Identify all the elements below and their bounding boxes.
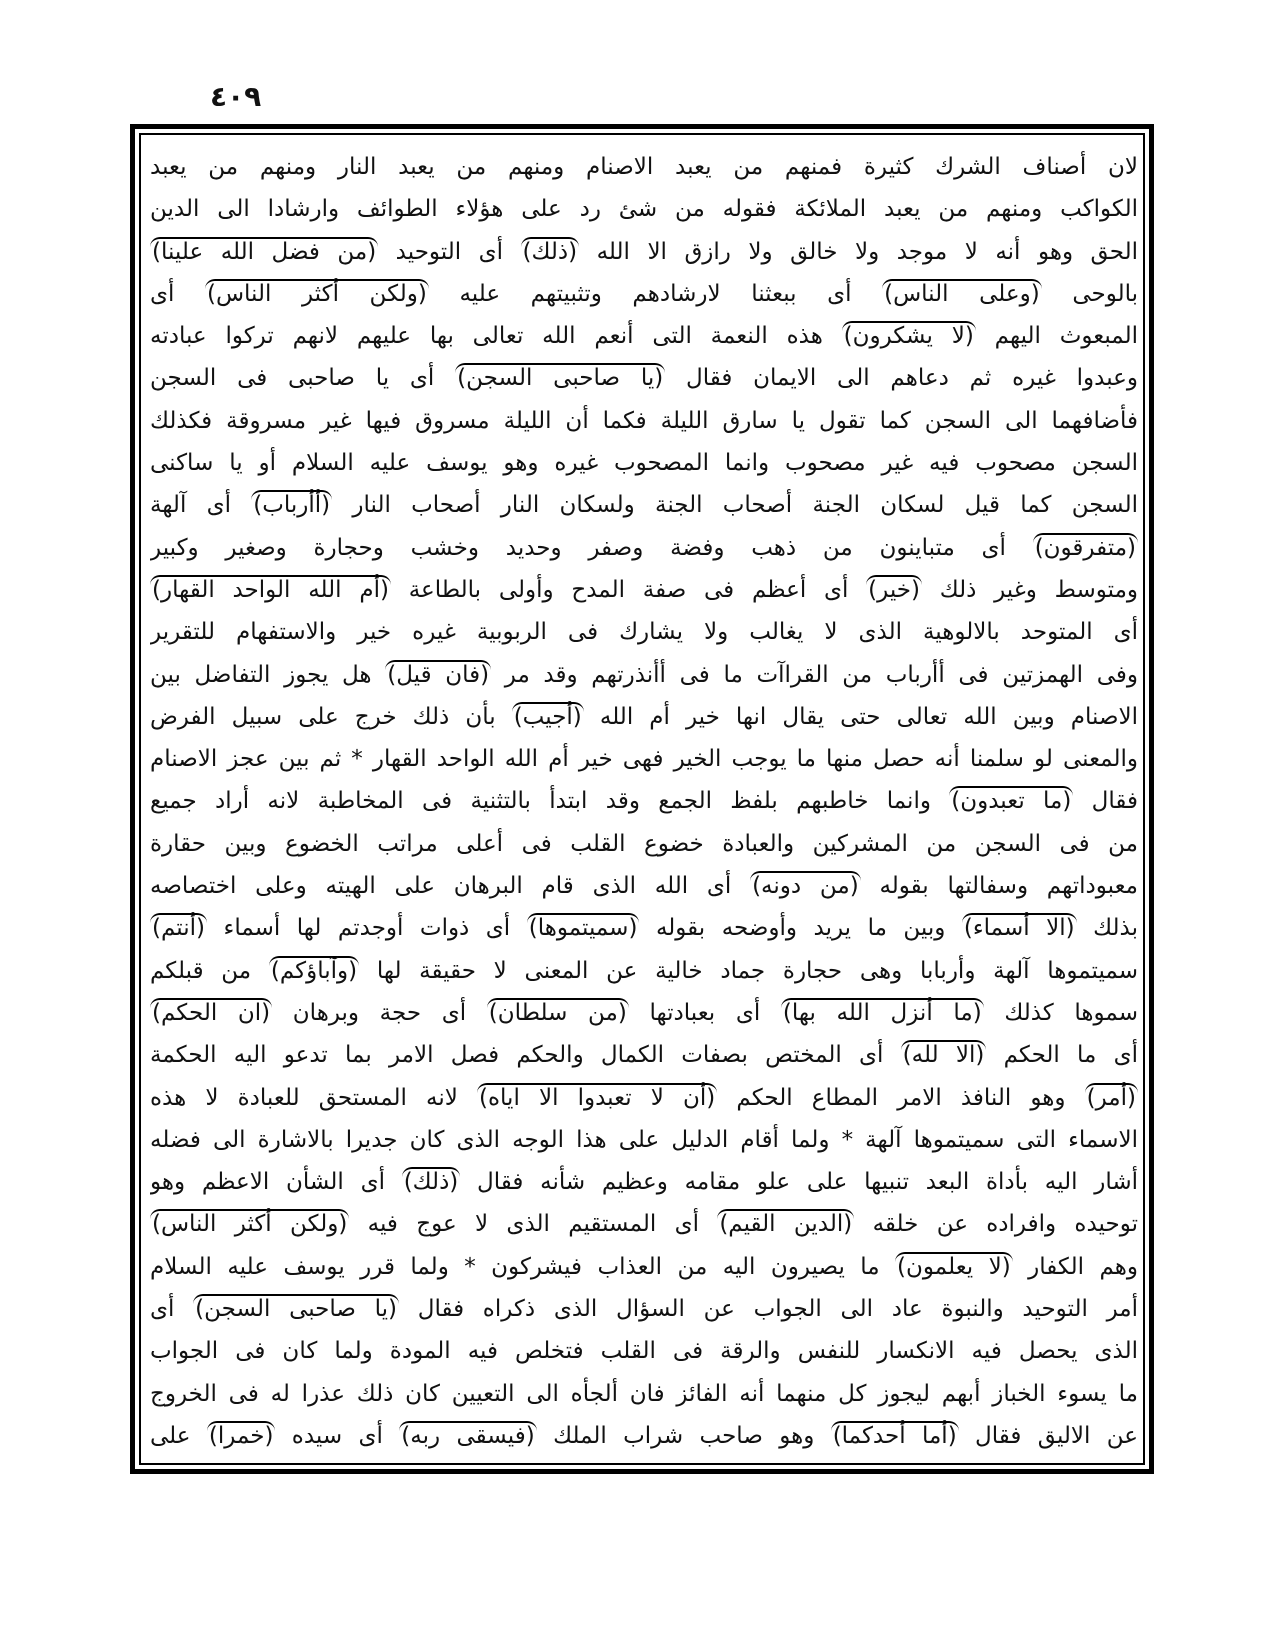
text-line [150,611,1138,653]
marked-phrase: (يا صاحبى السجن) [457,365,664,392]
text-line [150,1415,1138,1457]
text-segment: سميتموها آلهة وأربابا وهى حجارة جماد خالية عن المعنى لا حقيقة لها [359,957,1138,984]
text-line [150,1288,1138,1330]
text-segment: لانه المستحق للعبادة لا هذه [150,1084,478,1111]
text-line [150,1077,1138,1119]
marked-phrase: (أن لا تعبدوا الا اياه) [479,1084,716,1111]
marked-phrase: (أمر) [1086,1084,1136,1111]
marked-phrase: (متفرقون) [1034,534,1136,561]
text-line [150,1330,1138,1372]
marked-phrase: (يا صاحبى السجن) [195,1296,398,1323]
text-segment: أى ببعثنا لارشادهم وتثبيتهم عليه [428,280,883,307]
marked-phrase: (الدين القيم) [719,1211,853,1238]
text-segment: أى التوحيد [378,238,521,265]
text-segment: المبعوث اليهم [975,323,1138,350]
text-segment: وانما خاطبهم بلفظ الجمع وقد ابتدأ بالتثنية فى المخاطبة لانه أراد جميع [150,788,950,815]
marked-phrase: (من دونه) [752,873,859,900]
text-line [150,907,1138,949]
text-segment: أى أعظم فى صفة المدح وأولى بالطاعة [390,576,867,603]
text-segment: فأضافهما الى السجن كما تقول يا سارق الليلة فكما أن الليلة مسروق فيها غير مسروقة فكذلك [150,407,1138,434]
text-segment: أى حجة وبرهان [272,999,487,1026]
page-number: ٤٠٩ [210,80,262,113]
text-line [150,273,1138,315]
text-line [150,1119,1138,1161]
text-segment: الاسماء التى سميتموها آلهة * ولما أقام الدليل على هذا الوجه الذى كان جديرا بالاشارة الى فضله [150,1126,1138,1153]
marked-phrase: (فان قيل) [387,661,490,688]
text-line [150,231,1138,273]
text-segment: أى ما الحكم [986,1042,1138,1069]
text-segment: أى [150,280,205,307]
marked-phrase: (خير) [868,576,920,603]
text-line [150,950,1138,992]
text-segment: السجن كما قيل لسكان الجنة أصحاب الجنة ولسكان النار أصحاب النار [332,492,1138,519]
text-segment: أى المختص بصفات الكمال والحكم فصل الامر بما تدعو اليه الحكمة [150,1042,901,1069]
text-line [150,146,1138,188]
marked-phrase: (ان الحكم) [152,999,271,1026]
text-segment: الحق وهو أنه لا موجد ولا خالق ولا رازق الا الله [579,238,1138,265]
marked-phrase: (ذلك) [522,238,578,265]
marked-phrase: (خمرا) [208,1422,274,1449]
text-segment: وفى الهمزتين فى أأرباب من القراآت ما فى أأنذرتهم وقد مر [491,661,1138,688]
text-segment: وهو صاحب شراب الملك [536,1422,831,1449]
marked-phrase: (الا أسماء) [963,915,1075,942]
text-segment: أشار اليه بأداة البعد تنبيها على علو مقامه وعظيم شأنه فقال [460,1169,1138,1196]
marked-phrase: (لا يعلمون) [897,1253,1011,1280]
text-line [150,527,1138,569]
marked-phrase: (ما أنزل الله بها) [782,999,982,1026]
text-segment: أى [150,1296,194,1323]
marked-phrase: (ولكن أكثر الناس) [152,1211,348,1238]
text-segment: هذه النعمة التى أنعم الله تعالى بها عليهم لانهم تركوا عبادته [150,323,842,350]
text-segment: أى الله الذى قام البرهان على الهيته وعلى اختصاصه [150,873,751,900]
text-segment: هل يجوز التفاضل بين [150,661,386,688]
text-segment: بذلك [1076,915,1138,942]
marked-phrase: (أنتم) [152,915,205,942]
text-segment: أى يا صاحبى فى السجن [150,365,456,392]
text-line [150,1203,1138,1245]
text-segment: الاصنام وبين الله تعالى حتى يقال انها خير أم الله [583,703,1138,730]
text-line [150,1246,1138,1288]
text-segment: الكواكب ومنهم من يعبد الملائكة فقوله من شئ رد على هؤلاء الطوائف وارشادا الى الدين [150,196,1138,223]
text-line [150,738,1138,780]
text-segment: فقال [1073,788,1138,815]
text-segment: وعبدوا غيره ثم دعاهم الى الايمان فقال [665,365,1138,392]
marked-phrase: (فيسقى ربه) [401,1422,535,1449]
text-line [150,1373,1138,1415]
text-segment: الذى يحصل فيه الانكسار للنفس والرقة فى القلب فتخلص فيه المودة ولما كان فى الجواب [150,1338,1138,1365]
marked-phrase: (الا لله) [902,1042,985,1069]
text-line [150,865,1138,907]
text-segment: وهو النافذ الامر المطاع الحكم [717,1084,1085,1111]
text-line [150,992,1138,1034]
text-segment: أمر التوحيد والنبوة عاد الى الجواب عن السؤال الذى ذكراه فقال [399,1296,1138,1323]
text-segment: أى متباينون من ذهب وفضة وصفر وحديد وخشب وحجارة وصغير وكبير [150,534,1033,561]
text-segment: معبوداتهم وسفالتها بقوله [860,873,1138,900]
marked-phrase: (سميتموها) [528,915,638,942]
marked-phrase: (ولكن أكثر الناس) [207,280,427,307]
marked-phrase: (وعلى الناس) [884,280,1040,307]
text-segment: أى المتوحد بالالوهية الذى لا يغالب ولا يشارك فى الربوبية غيره خير والاستفهام للتقرير [150,619,1138,646]
text-segment: ما يصيرون اليه من العذاب فيشركون * ولما قرر يوسف عليه السلام [150,1253,896,1280]
text-segment: بالوحى [1041,280,1138,307]
text-segment: السجن مصحوب فيه غير مصحوب وانما المصحوب غيره وهو يوسف عليه السلام أو يا ساكنى [150,450,1138,477]
text-segment: من فى السجن من المشركين والعبادة خضوع القلب فى أعلى مراتب الخضوع وبين حقارة [150,830,1138,857]
text-segment: ما يسوء الخباز أبهم ليجوز كل منهما أنه الفائز فان ألجأه الى التعيين كان ذلك عذرا له فى الخروج [150,1380,1138,1407]
marked-phrase: (أجيب) [513,703,582,730]
text-line [150,823,1138,865]
text-segment: عن الاليق فقال [958,1422,1138,1449]
text-segment: توحيده وافراده عن خلقه [854,1211,1138,1238]
text-segment: أى ذوات أوجدتم لها أسماء [207,915,527,942]
text-line [150,780,1138,822]
text-line [150,188,1138,230]
text-segment: أى بعبادتها [628,999,781,1026]
marked-phrase: (أأرباب) [253,492,331,519]
text-line [150,484,1138,526]
text-line [150,696,1138,738]
marked-phrase: (من سلطان) [488,999,627,1026]
text-line [150,357,1138,399]
marked-phrase: (أما أحدكما) [832,1422,957,1449]
text-segment: لان أصناف الشرك كثيرة فمنهم من يعبد الاصنام ومنهم من يعبد النار ومنهم من يعبد [150,154,1138,180]
text-segment: والمعنى لو سلمنا أنه حصل منها ما يوجب الخير فهى خير أم الله الواحد القهار * ثم بين عجز الاصنام [150,746,1138,773]
text-line [150,654,1138,696]
text-segment: أى سيده [275,1422,400,1449]
marked-phrase: (وآباؤكم) [270,957,358,984]
marked-phrase: (من فضل الله علينا) [152,238,377,265]
text-segment: ومتوسط وغير ذلك [921,576,1138,603]
text-line [150,315,1138,357]
text-segment: أى آلهة [150,492,252,519]
text-segment: أى المستقيم الذى لا عوج فيه [349,1211,718,1238]
marked-phrase: (لا يشكرون) [843,323,974,350]
text-body [150,146,1138,1458]
text-line [150,442,1138,484]
text-segment: من قبلكم [150,957,269,984]
text-line [150,1034,1138,1076]
text-line [150,569,1138,611]
text-segment: أى الشأن الاعظم وهو [150,1169,402,1196]
text-segment: بأن ذلك خرج على سبيل الفرض [150,703,512,730]
marked-phrase: (ذلك) [403,1169,459,1196]
marked-phrase: (أم الله الواحد القهار) [152,576,389,603]
text-line [150,400,1138,442]
text-segment: على [150,1422,207,1449]
marked-phrase: (ما تعبدون) [951,788,1072,815]
text-line [150,1161,1138,1203]
text-segment: وهم الكفار [1012,1253,1138,1280]
text-segment: سموها كذلك [983,999,1138,1026]
text-segment: وبين ما يريد وأوضحه بقوله [639,915,962,942]
